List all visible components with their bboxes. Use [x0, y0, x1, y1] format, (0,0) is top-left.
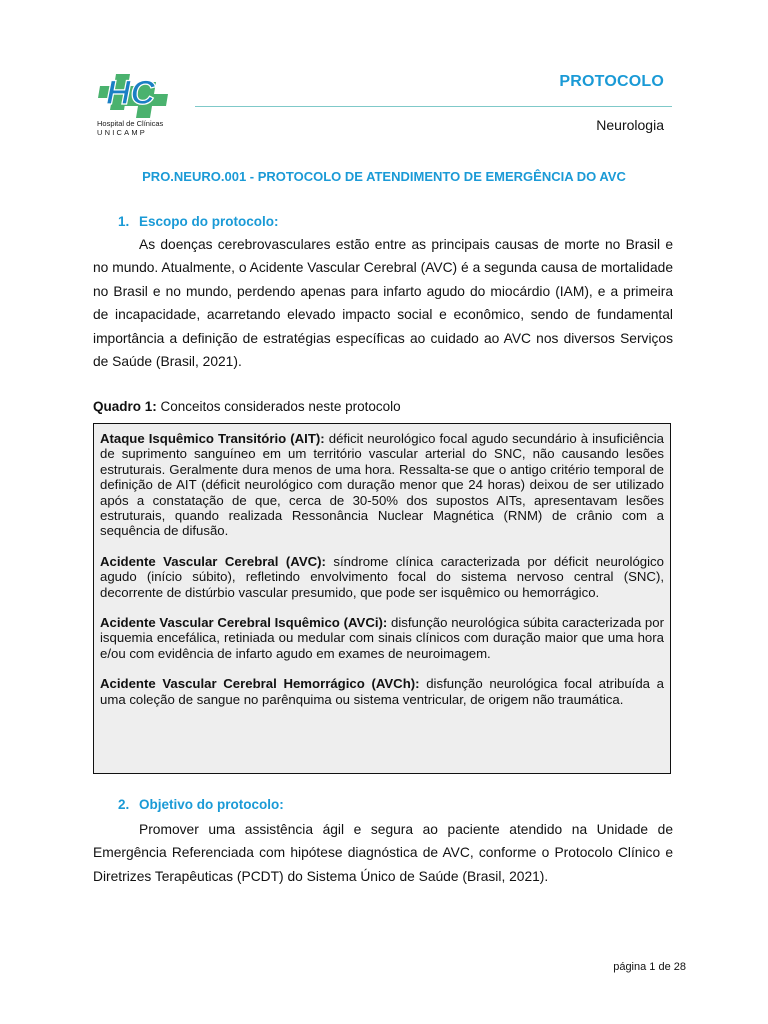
definition-ait [100, 431, 664, 539]
quadro-caption [93, 399, 401, 414]
quadro-caption-text: Conceitos considerados neste protocolo [156, 399, 401, 414]
definition-text: déficit neurológico focal agudo secundário à insuficiência de suprimento sanguíneo em um território vascular arterial do SNC, não causando lesões estruturais. Geralmente dura menos de uma hora. Ressalta-se que o antigo critério temporal de definição de AIT (déficit neurológico com duração menor que 24 horas) deixou de ser utilizado após a constatação de que, cerca de 30-50% dos supostos AITs, apresentavam lesões estruturais, quando realizada Ressonância Nuclear Magnética (RNM) de crânio com a sequência de difusão. [100, 431, 664, 539]
header-title: PROTOCOLO [559, 73, 664, 90]
logo-caption [97, 119, 187, 137]
definition-text: disfunção neurológica súbita caracterizada por isquemia encefálica, retiniada ou medular com sinais clínicos com duração maior que uma hora e/ou com evidência de infarto agudo em exames de neuroimagem. [100, 615, 664, 661]
definition-term: Acidente Vascular Cerebral (AVC): [100, 553, 326, 569]
section-heading-text: Escopo do protocolo: [139, 214, 279, 229]
section-heading-text: Objetivo do protocolo: [139, 797, 284, 812]
section-paragraph-scope [93, 233, 673, 373]
paragraph-text: Promover uma assistência ágil e segura ao paciente atendido na Unidade de Emergência Referenciada com hipótese diagnóstica de AVC, conforme o Protocolo Clínico e Diretrizes Terapêuticas (PCDT) do Sistema Único de Saúde (Brasil, 2021). [93, 822, 673, 884]
logo-caption-line2: UNICAMP [97, 128, 147, 137]
header-divider [195, 106, 672, 107]
definition-avci [100, 615, 664, 661]
definition-avch [100, 676, 664, 707]
definition-avc [100, 554, 664, 600]
header-subtitle: Neurologia [596, 117, 664, 133]
section-heading-objective [118, 797, 284, 812]
definitions-box [93, 423, 671, 774]
section-number: 1. [118, 214, 130, 229]
definition-text: síndrome clínica caracterizada por déficit neurológico agudo (início súbito), refletindo envolvimento focal do sistema nervoso central (SNC), decorrente de distúrbio vascular presumido, que pode ser isquêmico ou hemorrágico. [100, 553, 664, 600]
logo-caption-line1: Hospital de Clínicas [97, 119, 164, 128]
page-number: página 1 de 28 [613, 961, 686, 973]
definition-text: disfunção neurológica focal atribuída a uma coleção de sangue no parênquima ou sistema ventricular, de origem não traumática. [100, 676, 664, 707]
paragraph-text: As doenças cerebrovasculares estão entre as principais causas de morte no Brasil e no mundo. Atualmente, o Acidente Vascular Cerebral (AVC) é a segunda causa de mortalidade no Brasil e no mundo, perdendo apenas para infarto agudo do miocárdio (IAM), e a primeira de incapacidade, acarretando elevado impacto social e econômico, sendo de fundamental importância a definição de estratégias específicas ao cuidado ao AVC nos diversos Serviços de Saúde (Brasil, 2021). [93, 237, 673, 370]
document-title: PRO.NEURO.001 - PROTOCOLO DE ATENDIMENTO DE EMERGÊNCIA DO AVC [142, 169, 626, 184]
section-heading-scope [118, 214, 279, 229]
section-paragraph-objective [93, 818, 673, 888]
definition-term: Acidente Vascular Cerebral Hemorrágico (AVCh): [100, 676, 420, 692]
quadro-label: Quadro 1: [93, 399, 157, 414]
definition-term: Acidente Vascular Cerebral Isquêmico (AVCi): [100, 615, 388, 631]
logo-letters: HC [106, 74, 156, 112]
definition-term: Ataque Isquêmico Transitório (AIT): [100, 431, 325, 446]
section-number: 2. [118, 797, 130, 812]
